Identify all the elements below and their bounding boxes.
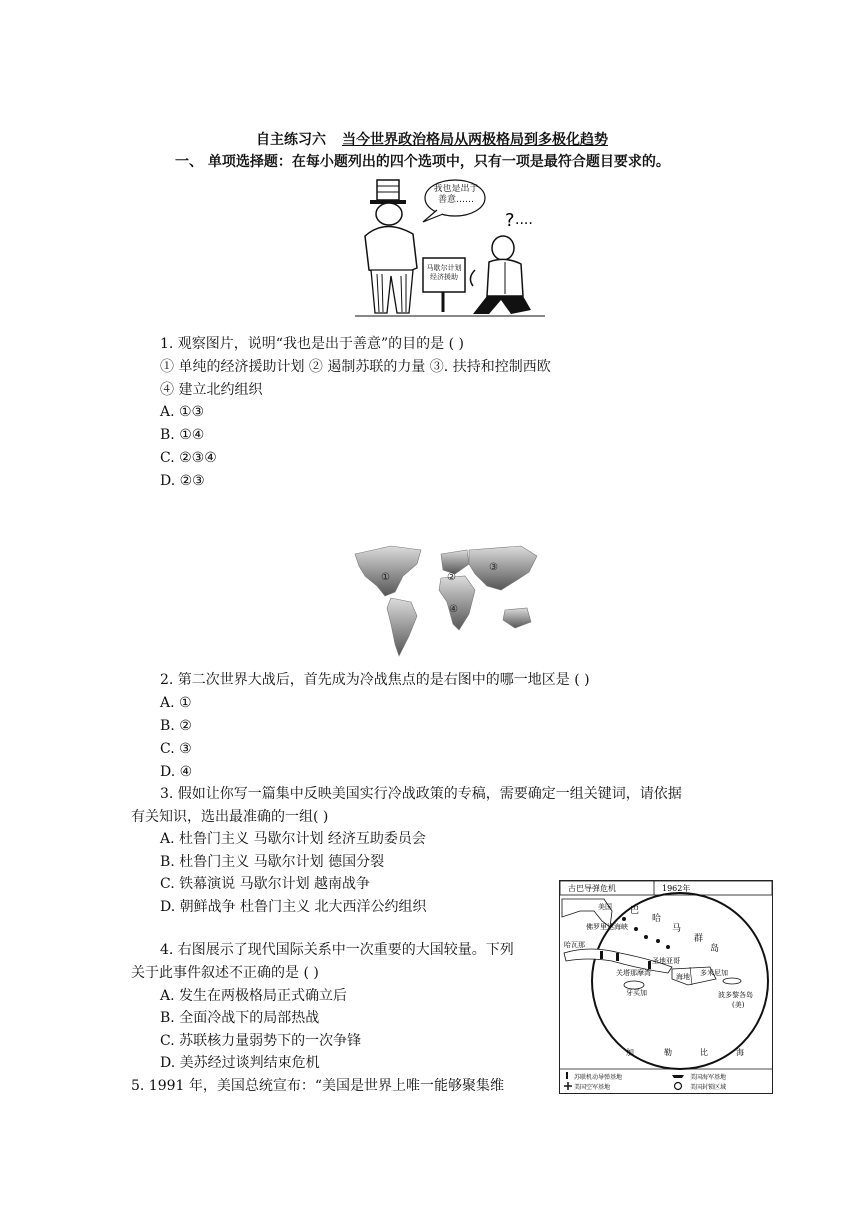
q2-stem: 2. 第二次世界大战后，首先成为冷战焦点的是右图中的哪一地区是 ( ) (160, 672, 590, 688)
q3-stem-line1: 3. 假如让你写一篇集中反映美国实行冷战政策的专稿，需要确定一组关键词，请依据 (160, 786, 682, 802)
cuban-missile-crisis-map (559, 880, 773, 1094)
q1-option-b: B. ①④ (160, 427, 205, 443)
label-ba: 巴 (630, 906, 640, 916)
label-ha: 哈 (652, 914, 662, 924)
cuba-map-title: 古巴导弹危机 (568, 884, 616, 893)
thinking-dots: .... (515, 212, 533, 228)
q3-stem-line2: 有关知识，选出最准确的一组( ) (131, 809, 329, 825)
q3-option-a: A. 杜鲁门主义 马歇尔计划 经济互助委员会 (160, 831, 426, 847)
q4-option-c: C. 苏联核力量弱势下的一次争锋 (160, 1033, 362, 1049)
q3-option-b: B. 杜鲁门主义 马歇尔计划 德国分裂 (160, 854, 385, 870)
legend-missile-base: 苏联机动导弹基地 (574, 1074, 623, 1081)
label-qun: 群 (694, 934, 704, 944)
q4-option-b: B. 全面冷战下的局部热战 (160, 1010, 320, 1026)
q1-option-d: D. ②③ (160, 473, 205, 489)
sign-text: 马歇尔计划经济援助 (426, 264, 462, 281)
q2-option-c: C. ③ (160, 741, 192, 757)
q1-statements-line1: ① 单纯的经济援助计划 ② 遏制苏联的力量 ③. 扶持和控制西欧 (160, 359, 551, 375)
label-dominican: 多米尼加 (700, 969, 728, 977)
map-marker-1: ① (381, 572, 390, 583)
q2-option-a: A. ① (160, 695, 192, 711)
label-ma: 马 (672, 924, 682, 934)
q4-stem-line2: 关于此事件叙述不正确的是 ( ) (131, 965, 319, 981)
q3-option-d: D. 朝鲜战争 杜鲁门主义 北大西洋公约组织 (160, 899, 427, 915)
label-jamaica: 牙买加 (626, 989, 647, 997)
label-havana: 哈瓦那 (564, 941, 585, 949)
label-jia: 加 (626, 1048, 634, 1057)
question-mark: ? (505, 210, 515, 231)
speech-bubble-text: 我也是出于善意…… (433, 184, 479, 205)
title-prefix: 自主练习六 (256, 132, 326, 148)
q2-option-d: D. ④ (160, 764, 193, 780)
q1-statements-line2: ④ 建立北约组织 (160, 382, 263, 398)
label-hai: 海 (736, 1048, 744, 1057)
title-topic: 当今世界政治格局从两极格局到多极化趋势 (342, 132, 608, 148)
label-santiago: 圣地亚哥 (652, 957, 680, 965)
map-marker-2: ② (447, 572, 456, 583)
q4-option-a: A. 发生在两极格局正式确立后 (160, 988, 348, 1004)
world-map (351, 540, 541, 662)
q1-stem: 1. 观察图片，说明“我也是出于善意”的目的是 ( ) (160, 336, 464, 352)
label-puerto-rico: 波多黎各岛 (718, 991, 753, 999)
q4-option-d: D. 美苏经过谈判结束危机 (160, 1055, 320, 1071)
label-usa: 美国 (598, 903, 612, 911)
label-dao: 岛 (710, 944, 720, 954)
cuba-map-year: 1962年 (662, 884, 691, 893)
map-marker-3: ③ (489, 562, 498, 573)
label-guantanamo: 关塔那摩湾 (616, 969, 651, 977)
label-haiti: 海地 (676, 973, 690, 981)
section-heading: 一、 单项选择题：在每小题列出的四个选项中，只有一项是最符合题目要求的。 (175, 154, 670, 170)
label-le: 勒 (664, 1048, 672, 1057)
label-puerto-rico-us: (美) (732, 1001, 745, 1009)
q1-option-c: C. ②③④ (160, 450, 217, 466)
legend-blockade: 美国封锁区域 (690, 1084, 727, 1091)
legend-naval-base: 美国海军基地 (690, 1074, 727, 1081)
q1-option-a: A. ①③ (160, 404, 205, 420)
legend-air-base: 美国空军基地 (574, 1084, 611, 1091)
marshall-plan-cartoon (355, 178, 545, 318)
label-bi: 比 (700, 1048, 708, 1057)
q4-stem-line1: 4. 右图展示了现代国际关系中一次重要的大国较量。下列 (160, 942, 514, 958)
label-florida-strait: 佛罗里达海峡 (586, 923, 628, 931)
q5-stem-line1: 5. 1991 年，美国总统宣布：“美国是世界上唯一能够聚集维 (131, 1078, 505, 1094)
map-marker-4: ④ (449, 604, 458, 615)
q3-option-c: C. 铁幕演说 马歇尔计划 越南战争 (160, 876, 371, 892)
q2-option-b: B. ② (160, 718, 192, 734)
page-title (256, 131, 608, 149)
